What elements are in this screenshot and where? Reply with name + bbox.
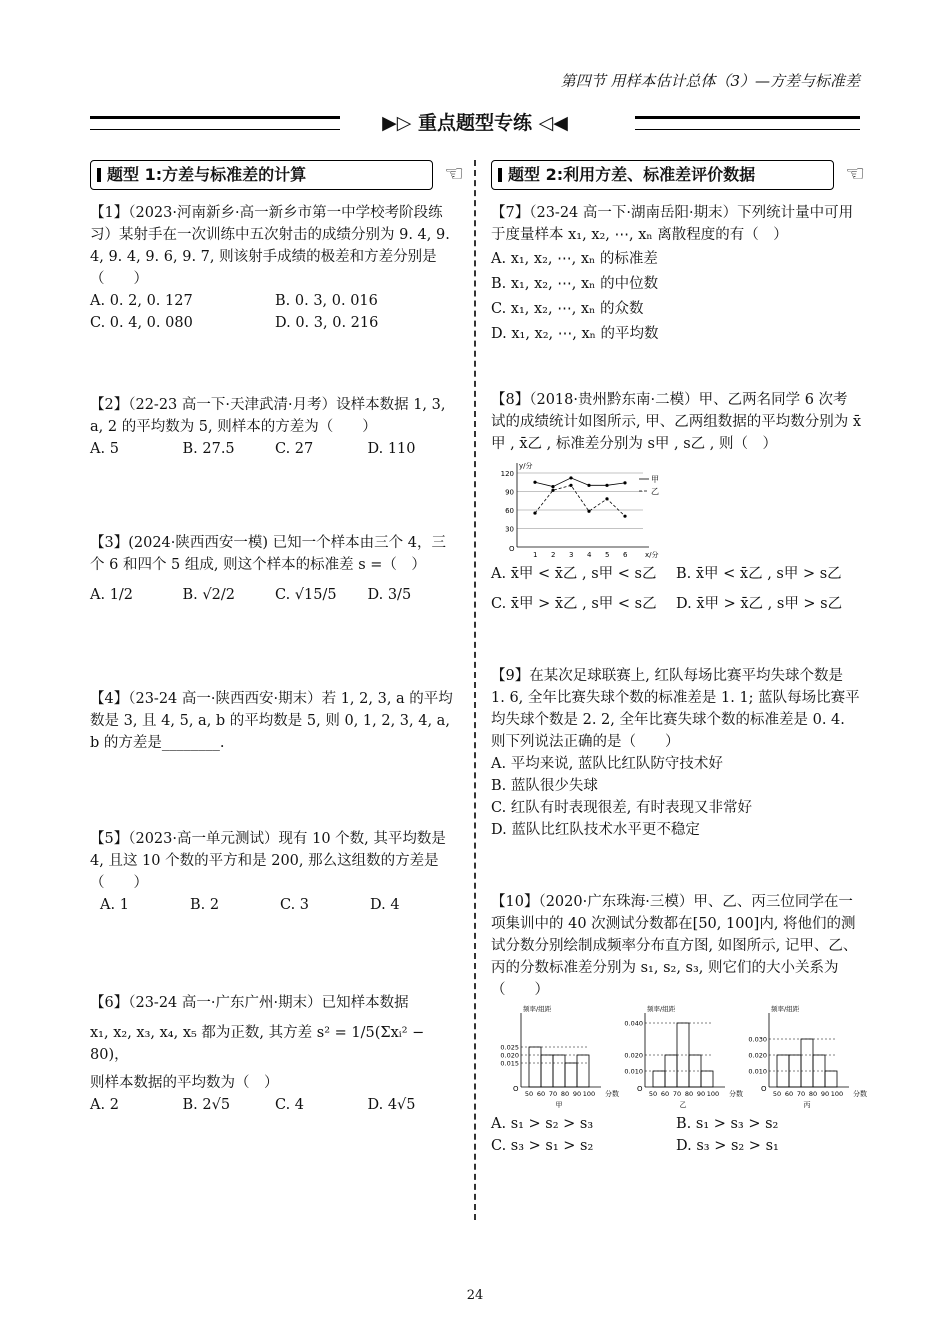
- legend-label: 乙: [651, 487, 659, 496]
- x-tick-label: 1: [533, 551, 538, 559]
- option-d: D. 4: [370, 897, 400, 913]
- y-axis-label: 频率/组距: [523, 1005, 552, 1013]
- y-tick-label: 0.030: [748, 1035, 767, 1044]
- x-tick-label: 80: [560, 1090, 570, 1098]
- question-formula: x₁, x₂, x₃, x₄, x₅ 都为正数, 其方差 s² = 1/5(Σxᵢ² − 80)，: [90, 1025, 425, 1063]
- question-8: [491, 389, 861, 615]
- histogram-bar: [701, 1071, 713, 1087]
- question-stem: 【10】（2020·广东珠海·三模）甲、乙、丙三位同学在一项集训中的 40 次测试分数都在[50, 100]内, 将他们的测试分数分别绘制成频率分布直方图, 如图所示, 记甲、乙、丙的分数标准差分别为 s₁, s₂, s₃, 则它们的大小关系为（ ）: [491, 894, 858, 998]
- section-title-2: [491, 160, 865, 190]
- data-point: [533, 511, 536, 514]
- option-c: C. √15/5: [275, 587, 337, 603]
- histogram-bar: [825, 1071, 837, 1087]
- y-tick-label: 0.015: [500, 1059, 519, 1068]
- option-c: C. 3: [280, 897, 310, 913]
- banner-title: ▶▷ 重点题型专练 ◁◀: [382, 112, 568, 134]
- x-tick-label: 100: [706, 1090, 720, 1098]
- x-tick-label: 2: [551, 551, 556, 559]
- data-point: [569, 484, 572, 487]
- question-4: [90, 688, 460, 754]
- section-banner: [90, 104, 860, 140]
- question-stem-end: 则样本数据的平均数为（ ）: [90, 1075, 279, 1091]
- y-tick-label: 0.010: [624, 1067, 643, 1076]
- option-b: B. x₁, x₂, ⋯, xₙ 的中位数: [491, 276, 659, 292]
- question-stem: 【2】（22-23 高一下·天津武清·月考）设样本数据 1, 3, a, 2 的平均数为 5, 则样本的方差为（ ）: [90, 397, 446, 435]
- x-tick-label: 60: [784, 1090, 794, 1098]
- histogram-bar: [553, 1055, 565, 1087]
- data-point: [623, 515, 626, 518]
- data-point: [587, 484, 590, 487]
- right-column: [491, 160, 867, 1157]
- score-line-chart: [491, 459, 661, 559]
- option-a: A. 0. 2, 0. 127: [90, 293, 193, 309]
- histogram-bar: [565, 1063, 577, 1087]
- option-c: C. x̄甲 > x̄乙 , s甲 < s乙: [491, 596, 657, 612]
- x-tick-label: 5: [605, 551, 610, 559]
- x-tick-label: 70: [796, 1090, 806, 1098]
- histogram-row: [491, 1003, 867, 1113]
- question-stem: 【8】（2018·贵州黔东南·二模）甲、乙两名同学 6 次考试的成绩统计如图所示, 甲、乙两组数据的平均数分别为 x̄甲 , x̄乙 , 标准差分别为 s甲 , s乙 , 则（ ）: [491, 392, 862, 452]
- question-3: [90, 532, 460, 606]
- histogram-bar: [577, 1055, 589, 1087]
- option-a: A. x̄甲 < x̄乙 , s甲 < s乙: [491, 566, 657, 582]
- origin-label: O: [637, 1085, 643, 1093]
- option-b: B. 蓝队很少失球: [491, 778, 598, 794]
- question-stem: 【9】在某次足球联赛上, 红队每场比赛平均失球个数是 1. 6, 全年比赛失球个数的标准差是 1. 1; 蓝队每场比赛平均失球个数是 2. 2, 全年比赛失球个数的标准差是 0. 4. 则下列说法正确的是（ ）: [491, 668, 860, 750]
- x-tick-label: 70: [548, 1090, 558, 1098]
- option-a: A. 平均来说, 蓝队比红队防守技术好: [491, 756, 723, 772]
- data-point: [533, 481, 536, 484]
- option-c: C. s₃ > s₁ > s₂: [491, 1138, 594, 1154]
- section-1-label: 题型 1:方差与标准差的计算: [107, 165, 307, 184]
- question-stem: 【3】(2024·陕西西安一模) 已知一个样本由三个 4，三个 6 和四个 5 组成, 则这个样本的标准差 s =（ ）: [90, 535, 446, 573]
- histogram-bar: [801, 1039, 813, 1087]
- y-tick-label: 30: [505, 525, 514, 534]
- question-2: [90, 394, 460, 460]
- y-tick-label: 0.010: [748, 1067, 767, 1076]
- option-d: D. 110: [367, 441, 416, 457]
- option-b: B. 2: [190, 897, 220, 913]
- y-tick-label: 0.040: [624, 1019, 643, 1028]
- histogram-yi: [615, 1003, 743, 1113]
- histogram-bing: [739, 1003, 867, 1113]
- option-d: D. x₁, x₂, ⋯, xₙ 的平均数: [491, 326, 659, 342]
- option-a: A. 5: [90, 441, 119, 457]
- option-c: C. 红队有时表现很差, 有时表现又非常好: [491, 800, 753, 816]
- option-a: A. 1: [100, 897, 129, 913]
- option-a: A. s₁ > s₂ > s₃: [491, 1116, 594, 1132]
- section-title-1: [90, 160, 464, 190]
- option-c: C. x₁, x₂, ⋯, xₙ 的众数: [491, 301, 644, 317]
- x-tick-label: 100: [830, 1090, 844, 1098]
- x-tick-label: 50: [772, 1090, 782, 1098]
- y-tick-label: 120: [500, 470, 514, 478]
- option-a: A. 2: [90, 1097, 119, 1113]
- option-c: C. 0. 4, 0. 080: [90, 315, 193, 331]
- question-stem: 【6】（23-24 高一·广东广州·期末）已知样本数据: [90, 995, 409, 1011]
- data-point: [551, 485, 554, 488]
- option-c: C. 27: [275, 441, 314, 457]
- hand-pointer-icon: ☜: [444, 162, 464, 187]
- y-axis-label: y/分: [519, 462, 533, 470]
- y-tick-label: 0.020: [500, 1051, 519, 1060]
- question-9: [491, 665, 861, 841]
- x-axis-label: 分数: [605, 1090, 619, 1098]
- x-axis-label: 分数: [853, 1090, 867, 1098]
- question-7: [491, 202, 861, 345]
- option-d: D. 3/5: [367, 587, 412, 603]
- option-d: D. 0. 3, 0. 216: [275, 315, 379, 331]
- x-tick-label: 60: [536, 1090, 546, 1098]
- origin-label: O: [513, 1085, 519, 1093]
- y-axis-label: 频率/组距: [771, 1005, 800, 1013]
- page-number: 24: [466, 1288, 484, 1303]
- option-a: A. x₁, x₂, ⋯, xₙ 的标准差: [491, 251, 658, 267]
- column-divider: [474, 160, 476, 1220]
- histogram-caption: 乙: [679, 1101, 687, 1109]
- section-2-label: 题型 2:利用方差、标准差评价数据: [508, 165, 756, 184]
- x-tick-label: 3: [569, 551, 574, 559]
- option-b: B. x̄甲 < x̄乙 , s甲 > s乙: [676, 566, 842, 582]
- option-d: D. 4√5: [367, 1097, 416, 1113]
- y-tick-label: 0.020: [748, 1051, 767, 1060]
- x-axis-label: x/分: [645, 551, 659, 559]
- data-point: [551, 489, 554, 492]
- data-point: [623, 481, 626, 484]
- option-b: B. 2√5: [182, 1097, 231, 1113]
- option-b: B. 0. 3, 0. 016: [275, 293, 378, 309]
- question-stem: 【7】（23-24 高一下·湖南岳阳·期末）下列统计量中可用于度量样本 x₁, x₂, ⋯, xₙ 离散程度的有（ ）: [491, 205, 854, 243]
- data-point: [605, 484, 608, 487]
- x-tick-label: 90: [820, 1090, 830, 1098]
- x-tick-label: 80: [808, 1090, 818, 1098]
- x-tick-label: 4: [587, 551, 592, 559]
- x-tick-label: 90: [572, 1090, 582, 1098]
- x-tick-label: 90: [696, 1090, 706, 1098]
- question-6: [90, 992, 460, 1116]
- histogram-caption: 丙: [803, 1101, 811, 1109]
- origin-label: O: [761, 1085, 767, 1093]
- y-tick-label: 90: [505, 488, 514, 497]
- x-tick-label: 100: [582, 1090, 596, 1098]
- data-point: [605, 497, 608, 500]
- question-10: [491, 891, 867, 1157]
- x-tick-label: 70: [672, 1090, 682, 1098]
- x-axis-label: 分数: [729, 1090, 743, 1098]
- data-point: [587, 510, 590, 513]
- option-d: D. 蓝队比红队技术水平更不稳定: [491, 822, 700, 838]
- question-1: [90, 202, 460, 334]
- histogram-caption: 甲: [555, 1101, 563, 1109]
- option-b: B. 27.5: [182, 441, 235, 457]
- x-tick-label: 60: [660, 1090, 670, 1098]
- x-tick-label: 6: [623, 551, 628, 559]
- option-b: B. s₁ > s₃ > s₂: [676, 1116, 779, 1132]
- left-column: [90, 160, 464, 1116]
- option-c: C. 4: [275, 1097, 305, 1113]
- histogram-bar: [541, 1055, 553, 1087]
- legend-label: 甲: [651, 475, 659, 484]
- page-header: 第四节 用样本估计总体（3）—方差与标准差: [560, 72, 860, 90]
- question-5: [90, 828, 460, 916]
- y-tick-label: 0.025: [500, 1043, 519, 1052]
- option-d: D. x̄甲 > x̄乙 , s甲 > s乙: [676, 596, 843, 612]
- question-stem: 【5】（2023·高一单元测试）现有 10 个数, 其平均数是 4, 且这 10 个数的平方和是 200, 那么这组数的方差是（ ）: [90, 831, 446, 891]
- x-tick-label: 50: [648, 1090, 658, 1098]
- option-d: D. s₃ > s₂ > s₁: [676, 1138, 779, 1154]
- x-tick-label: 80: [684, 1090, 694, 1098]
- histogram-jia: [491, 1003, 619, 1113]
- y-axis-label: 频率/组距: [647, 1005, 676, 1013]
- origin-label: O: [509, 545, 515, 553]
- data-point: [569, 476, 572, 479]
- series-line-甲: [535, 478, 625, 487]
- histogram-bar: [653, 1071, 665, 1087]
- y-tick-label: 60: [505, 507, 514, 515]
- question-stem: 【1】（2023·河南新乡·高一新乡市第一中学校考阶段练习）某射手在一次训练中五次射击的成绩分别为 9. 4, 9. 4, 9. 4, 9. 6, 9. 7, 则该射手成绩的极差和方差分别是（ ）: [90, 205, 450, 287]
- option-a: A. 1/2: [90, 587, 134, 603]
- x-tick-label: 50: [524, 1090, 534, 1098]
- histogram-bar: [529, 1047, 541, 1087]
- y-tick-label: 0.020: [624, 1051, 643, 1060]
- hand-pointer-icon: ☜: [845, 162, 865, 187]
- series-line-乙: [535, 485, 625, 516]
- option-b: B. √2/2: [182, 587, 235, 603]
- question-stem: 【4】（23-24 高一·陕西西安·期末）若 1, 2, 3, a 的平均数是 3, 且 4, 5, a, b 的平均数是 5, 则 0, 1, 2, 3, 4, a, b 的方差是________.: [90, 691, 453, 751]
